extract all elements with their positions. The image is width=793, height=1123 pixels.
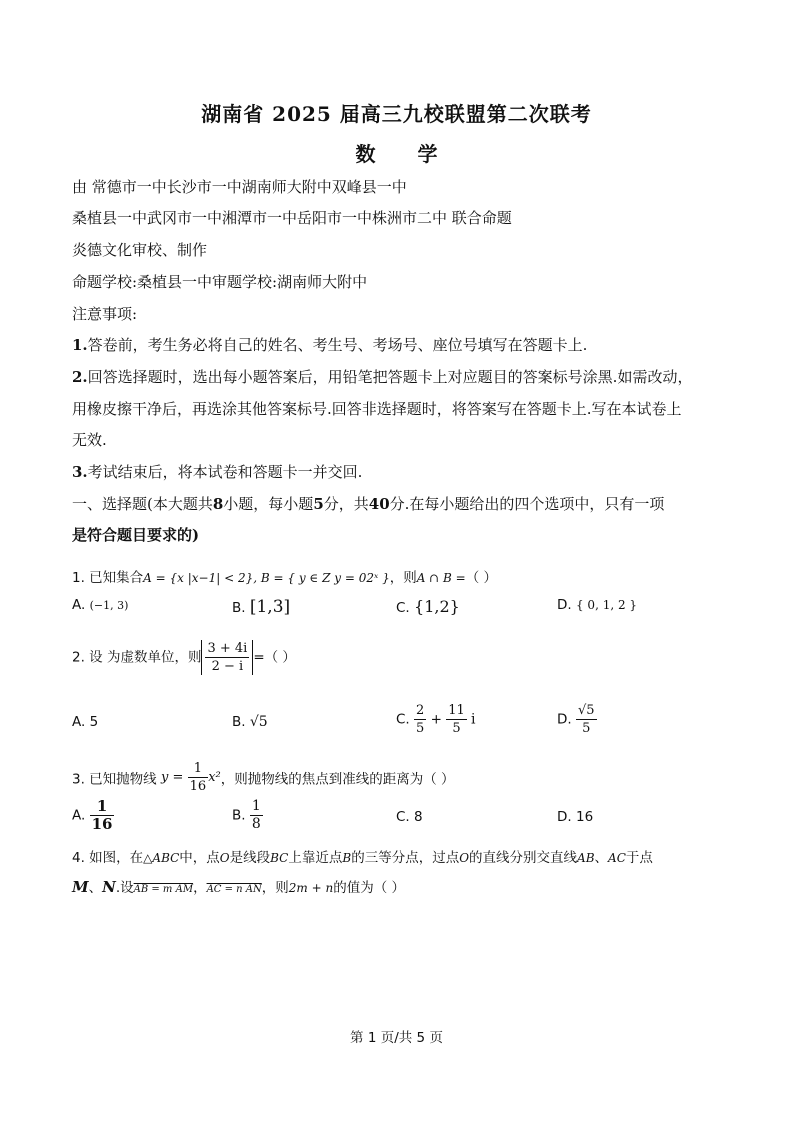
note-2-number: 2. [72, 368, 88, 386]
q2-denominator: 2 − i [211, 659, 244, 674]
q3-a-label: A. [72, 807, 86, 824]
q2-absolute [201, 640, 253, 675]
q4-point-m: M [72, 878, 89, 896]
q3-text-b: ，则抛物线的焦点到准线的距离为（ ） [220, 771, 455, 788]
section-total: 40 [368, 495, 390, 513]
q1-d-label: D. [557, 597, 572, 613]
q4-point-n: N [102, 878, 116, 896]
q1-option-b[interactable] [232, 597, 290, 617]
q1-sets: A = {x |x−1| < 2}, B = { y ∈ Z y = 02ˣ } [143, 571, 390, 585]
question-1-stem [72, 566, 497, 586]
q3-option-a[interactable] [72, 798, 114, 833]
section-heading-line-2: 是符合题目要求的) [72, 526, 200, 544]
q1-a-label: A. [72, 597, 86, 613]
q1-intersection: A ∩ B = [416, 571, 466, 585]
q4-point-o: O [219, 851, 230, 865]
q3-b-den: 8 [251, 816, 261, 832]
q4-text-a: 4. 如图，在 [72, 850, 144, 866]
q4-vector-ab: AB = m AM [133, 884, 194, 895]
q1-c-label: C. [396, 600, 410, 616]
q4-triangle: △ABC [143, 851, 180, 865]
q1-option-a[interactable] [72, 597, 128, 613]
q2-option-c[interactable] [396, 702, 476, 737]
q4-expression: 2m + n [288, 881, 334, 895]
q2-c-i: i [471, 711, 476, 728]
q3-option-d[interactable]: D. 16 [557, 809, 594, 825]
q4-line-ac: AC [608, 851, 626, 865]
section-text-c: 分，共 [323, 495, 369, 513]
note-3 [72, 461, 362, 482]
exam-subject [0, 138, 793, 167]
info-line-3: 炎德文化审校、制作 [72, 241, 208, 259]
exam-title: 湖南省 2025 届高三九校联盟第二次联考 [201, 102, 592, 126]
q1-b-label: B. [232, 600, 246, 616]
note-3-text: 考试结束后，将本试卷和答题卡一并交回. [87, 463, 363, 481]
q4-sep: 、 [594, 850, 609, 866]
note-1-text: 答卷前，考生务必将自己的姓名、考生号、考场号、座位号填写在答题卡上. [87, 336, 588, 354]
q2-d-label: D. [557, 711, 572, 728]
q4-text-h: .设 [115, 880, 134, 896]
section-text-a: 一、选择题(本大题共 [72, 495, 213, 513]
q2-text-a: 2. 设 为虚数单位，则 [72, 649, 202, 666]
q4-segment-bc: BC [270, 851, 289, 865]
question-2-stem [72, 640, 296, 675]
q3-variable: x² [208, 770, 221, 785]
info-line-2: 桑植县一中武冈市一中湘潭市一中岳阳市一中株洲市二中 联合命题 [72, 209, 512, 227]
question-3-stem [72, 760, 455, 795]
q4-text-f: 的直线分别交直线 [469, 850, 578, 866]
section-text-d: 分.在每小题给出的四个选项中，只有一项 [389, 495, 665, 513]
q1-paren: （ ） [465, 570, 498, 586]
q1-b-value: [1,3] [249, 597, 291, 617]
q4-vector-ac: AC = n AN [206, 884, 262, 895]
q3-text-a: 3. 已知抛物线 [72, 771, 157, 788]
q1-option-c[interactable] [396, 597, 460, 616]
q2-b-label: B. [232, 714, 246, 730]
notes-heading: 注意事项: [72, 305, 138, 323]
question-4-line-1 [72, 846, 653, 866]
q3-b-num: 1 [251, 798, 261, 814]
section-text-b: 小题，每小题 [223, 495, 314, 513]
q3-b-label: B. [232, 807, 246, 824]
info-line-4: 命题学校:桑植县一中审题学校:湖南师大附中 [72, 273, 368, 291]
q2-d-den: 5 [582, 721, 591, 736]
q2-c-label: C. [396, 711, 410, 728]
q2-numerator: 3 + 4i [207, 641, 248, 656]
q2-c-plus: + [430, 711, 442, 728]
q4-point-o2: O [459, 851, 470, 865]
q4-text-j: 的值为（ ） [333, 880, 405, 896]
q1-text-b: ，则 [389, 570, 417, 586]
q3-denominator: 16 [189, 779, 207, 794]
q4-point-b: B [342, 851, 352, 865]
q4-text-d: 上靠近点 [288, 850, 343, 866]
q4-comma: ， [193, 880, 207, 896]
q1-d-value: { 0, 1, 2 } [575, 598, 638, 612]
note-2-line-1 [72, 366, 692, 387]
q1-c-value: {1,2} [414, 597, 460, 616]
q1-a-value: (−1, 3) [89, 599, 129, 612]
note-1 [72, 334, 587, 355]
note-3-number: 3. [72, 463, 88, 481]
q1-text-a: 1. 已知集合 [72, 570, 144, 586]
page-footer: 第 1 页/共 5 页 [350, 1030, 443, 1046]
note-2-line-2: 用橡皮擦干净后，再选涂其他答案标号.回答非选择题时，将答案写在答题卡上.写在本试卷上 [72, 400, 682, 418]
q3-option-c[interactable]: C. 8 [396, 809, 423, 825]
section-heading-line-1 [72, 493, 664, 514]
q3-lhs: y = [160, 770, 184, 785]
subject-char-1: 数 [355, 142, 376, 166]
q2-option-b[interactable] [232, 714, 268, 730]
note-1-number: 1. [72, 336, 88, 354]
q2-c-den2: 5 [452, 721, 461, 736]
q4-text-g: 于点 [625, 850, 653, 866]
q2-c-num1: 2 [416, 703, 425, 718]
section-score: 5 [313, 495, 324, 513]
q4-sep2: 、 [88, 880, 103, 896]
note-2-text-a: 回答选择题时，选出每小题答案后，用铅笔把答题卡上对应题目的答案标号涂黑.如需改动， [87, 368, 693, 386]
question-4-line-2 [72, 876, 405, 896]
q3-a-num: 1 [90, 798, 115, 816]
subject-char-2: 学 [417, 142, 438, 166]
q2-c-den1: 5 [416, 721, 425, 736]
q4-text-e: 的三等分点，过点 [351, 850, 460, 866]
q2-option-d[interactable] [557, 702, 597, 737]
q2-c-num2: 11 [448, 703, 465, 718]
q4-text-b: 中，点 [179, 850, 220, 866]
info-line-1: 由 常德市一中长沙市一中湖南师大附中双峰县一中 [72, 178, 407, 196]
q3-numerator: 1 [188, 760, 209, 778]
q1-option-d[interactable] [557, 597, 637, 613]
q3-a-den: 16 [91, 815, 113, 833]
q4-text-i: ，则 [261, 880, 289, 896]
q3-option-b[interactable] [232, 798, 263, 833]
section-count: 8 [212, 495, 224, 513]
q4-text-c: 是线段 [229, 850, 271, 866]
q2-option-a[interactable]: A. 5 [72, 714, 99, 730]
note-2-line-3: 无效. [72, 431, 107, 449]
q4-line-ab: AB [577, 851, 595, 865]
q2-b-value: √5 [249, 714, 268, 730]
q2-d-num: √5 [577, 703, 595, 718]
q2-text-b: =（ ） [253, 649, 296, 666]
